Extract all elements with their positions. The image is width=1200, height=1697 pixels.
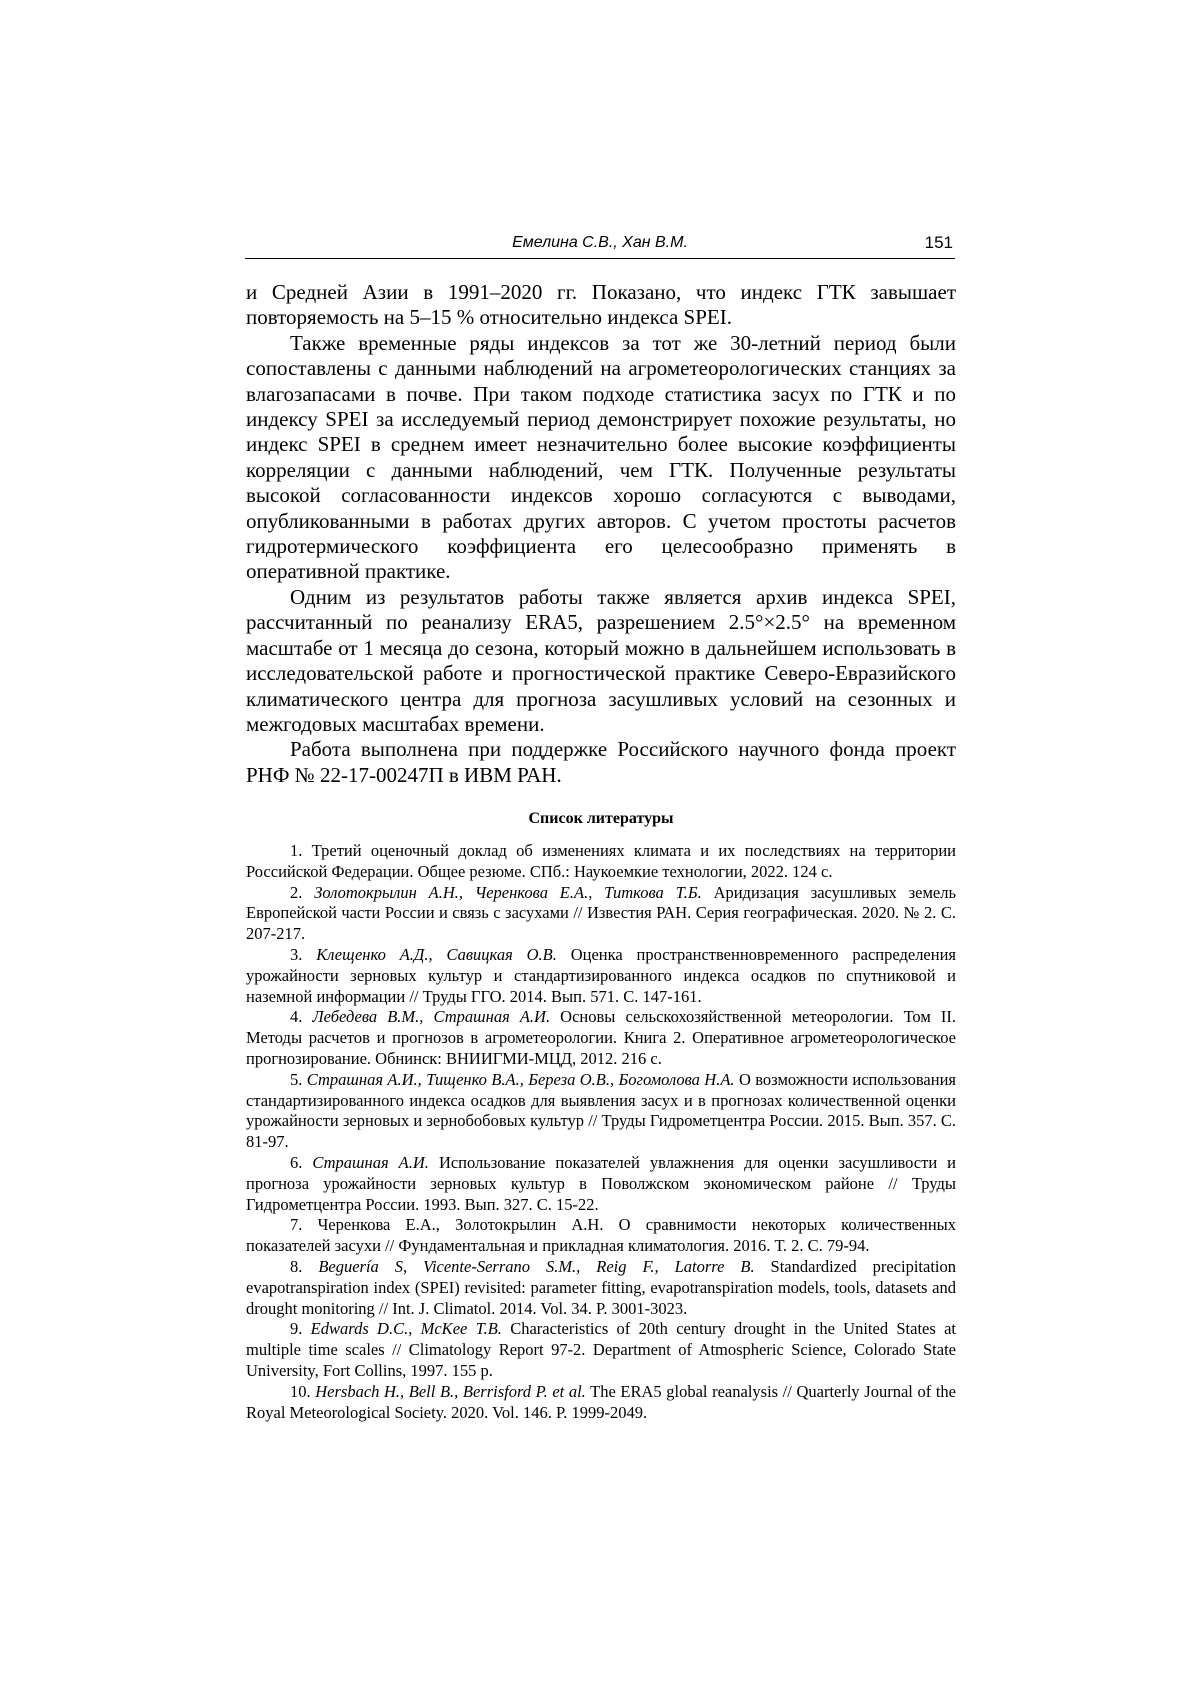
reference-number: 1.	[290, 841, 303, 860]
reference-text: Characteristics of 20th century drought in the United States at multiple time scales // Climatology Report 97-2. Department of Atmospheric Science, Colorado State University, Fort Collins, 1997. 155 p.	[246, 1319, 956, 1380]
reference-item	[246, 1153, 956, 1215]
reference-item	[246, 883, 956, 945]
reference-item	[246, 1319, 956, 1381]
reference-item	[246, 841, 956, 883]
reference-text: Standardized precipitation evapotranspiration index (SPEI) revisited: parameter fitting, evapotranspiration models, tools, datasets and drought monitoring // Int. J. Climatol. 2014. Vol. 34. P. 3001-3023.	[246, 1256, 957, 1318]
reference-authors: Клещенко А.Д., Савицкая О.В.	[316, 944, 557, 964]
reference-number: 7.	[290, 1215, 303, 1235]
body-text	[246, 280, 956, 788]
reference-text: Использование показателей увлажнения для оценки засушливости и прогноза урожайности зерновых культур в Поволжском экономическом районе // Труды Гидрометцентра России. 1993. Вып. 327. С. 15-22.	[246, 1152, 957, 1214]
reference-number: 10.	[290, 1381, 311, 1401]
header-authors: Емелина С.В., Хан В.М.	[512, 234, 688, 251]
reference-number: 5.	[290, 1069, 303, 1089]
reference-authors: Страшная А.И.	[312, 1152, 429, 1172]
paragraph: Работа выполнена при поддержке Российского научного фонда проект РНФ № 22-17-00247П в ИВМ РАН.	[246, 737, 956, 787]
references-title: Список литературы	[528, 810, 674, 827]
reference-item	[246, 1007, 956, 1069]
reference-text: Третий оценочный доклад об изменениях климата и их последствиях на территории Российской Федерации. Общее резюме. СПб.: Наукоемкие технологии, 2022. 124 с.	[246, 841, 957, 881]
reference-number: 3.	[290, 944, 303, 964]
reference-authors: Золотокрылин А.Н., Черенкова Е.А., Титкова Т.Б.	[314, 882, 702, 902]
reference-authors: Hersbach H., Bell B., Berrisford P. et al.	[315, 1381, 586, 1401]
reference-text: Черенкова Е.А., Золотокрылин А.Н. О сравнимости некоторых количественных показателей засухи // Фундаментальная и прикладная климатология. 2016. Т. 2. С. 79-94.	[246, 1215, 957, 1256]
reference-text: The ERA5 global reanalysis // Quarterly Journal of the Royal Meteorological Society. 2020. Vol. 146. P. 1999-2049.	[246, 1381, 956, 1422]
paragraph: Также временные ряды индексов за тот же 30-летний период были сопоставлены с данными наблюдений на агрометеорологических станциях за влагозапасами в почве. При таком подходе статистика засух по ГТК и по индексу SPEI за исследуемый период демонстрирует похожие результаты, но индекс SPEI в среднем имеет незначительно более высокие коэффициенты корреляции с данными наблюдений, чем ГТК. Полученные результаты высокой согласованности индексов хорошо согласуются с выводами, опубликованными в работах других авторов. С учетом простоты расчетов гидротермического коэффициента его целесообразно применять в оперативной практике.	[246, 330, 956, 584]
reference-text: О возможности использования стандартизированного индекса осадков для выявления засух и в прогнозах количественной оценки урожайности зерновых и зернобобовых культур // Труды Гидрометцентра России. 2015. Вып. 357. С. 81-97.	[246, 1069, 956, 1152]
reference-authors: Лебедева В.М., Страшная А.И.	[312, 1007, 551, 1027]
reference-item	[246, 1382, 956, 1424]
page-number: 151	[924, 233, 953, 252]
reference-text: Аридизация засушливых земель Европейской части России и связь с засухами // Известия РАН. Серия географическая. 2020. № 2. С. 207-217.	[246, 882, 957, 944]
paragraph: и Средней Азии в 1991–2020 гг. Показано, что индекс ГТК завышает повторяемость на 5–15 % относительно индекса SPEI.	[246, 280, 956, 330]
reference-authors: Beguería S, Vicente-Serrano S.M., Reig F., Latorre B.	[318, 1256, 755, 1276]
reference-number: 8.	[290, 1256, 303, 1276]
reference-item	[246, 1257, 956, 1319]
reference-text: Оценка пространственновременного распределения урожайности зерновых культур и стандартизированного индекса осадков по спутниковой и наземной информации // Труды ГГО. 2014. Вып. 571. С. 147-161.	[246, 944, 957, 1006]
references-list	[246, 841, 956, 1423]
running-header	[245, 232, 955, 259]
reference-item	[246, 945, 956, 1007]
paragraph: Одним из результатов работы также является архив индекса SPEI, рассчитанный по реанализу ERA5, разрешением 2.5°×2.5° на временном масштабе от 1 месяца до сезона, который можно в дальнейшем использовать в исследовательской работе и прогностической практике Северо-Евразийского климатического центра для прогноза засушливых условий на сезонных и межгодовых масштабах времени.	[246, 584, 956, 736]
reference-authors: Edwards D.C., McKee T.B.	[310, 1319, 502, 1339]
reference-number: 6.	[290, 1152, 303, 1172]
reference-authors: Страшная А.И., Тищенко В.А., Береза О.В., Богомолова Н.А.	[306, 1069, 735, 1089]
reference-item	[246, 1215, 956, 1257]
reference-text: Основы сельскохозяйственной метеорологии. Том II. Методы расчетов и прогнозов в агрометеорологии. Книга 2. Оперативное агрометеорологическое прогнозирование. Обнинск: ВНИИГМИ-МЦД, 2012. 216 с.	[246, 1007, 956, 1068]
reference-number: 4.	[290, 1007, 303, 1027]
reference-number: 2.	[290, 882, 303, 902]
reference-item	[246, 1070, 956, 1153]
reference-number: 9.	[290, 1319, 303, 1339]
